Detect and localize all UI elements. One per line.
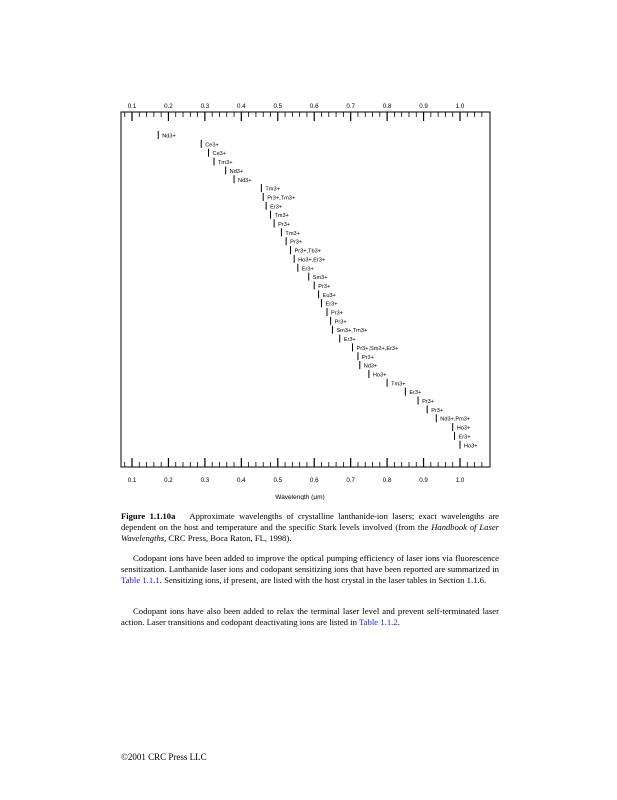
caption-text-end: , CRC Press, Boca Raton, FL, 1998). [164, 533, 292, 543]
laser-line-mark [322, 299, 338, 308]
axis-tick-labels [128, 103, 465, 484]
ion-label: Er3+ [409, 390, 422, 397]
ion-label: Sm3+,Tm3+ [336, 328, 368, 335]
figure-label: Figure 1.1.10a [121, 511, 176, 521]
ion-label: Nd3+,Pm3+ [440, 416, 471, 423]
paragraph-sensitization [121, 553, 499, 587]
caption-text: Approximate wavelengths of crystalline lanthanide-ion lasers; exact wavelengths are dependent on the host and temperature and the specific Stark levels involved (from the [121, 511, 499, 532]
ion-label: Pr3+,Tb3+ [294, 248, 321, 255]
laser-line-mark [358, 352, 374, 361]
ion-label: Nd3+ [162, 133, 176, 140]
laser-line-mark [460, 441, 478, 450]
laser-line-mark [453, 423, 471, 432]
tick-label-top: 0.8 [382, 103, 392, 110]
tick-label-bottom: 0.8 [382, 477, 392, 484]
paragraph-text: Codopant ions have been added to improve the optical pumping efficiency of laser ions via fluorescence sensitization. Lanthanide laser ions and codopant sensitizing ions that have been reported are summarized in [121, 553, 499, 575]
laser-line-mark [298, 264, 314, 273]
ion-label: Ce3+ [212, 151, 227, 158]
laser-line-mark [234, 175, 252, 184]
ion-label: Ce3+ [205, 142, 219, 149]
laser-line-mark [226, 166, 244, 175]
x-axis-label: Wavelength (μm) [275, 494, 325, 500]
ion-label: Pr3+ [330, 310, 343, 317]
laser-line-mark [274, 220, 290, 229]
tick-label-top: 0.3 [200, 103, 210, 110]
laser-line-mark [314, 281, 330, 290]
ion-label: Er3+ [270, 204, 283, 211]
ion-label: Eu3+ [322, 292, 336, 299]
paragraph-text-end: . Sensitizing ions, if present, are listed with the host crystal in the laser tables in Section 1.1.6. [159, 575, 487, 586]
ion-label: Tm3+ [285, 230, 300, 237]
paragraph-text: Codopant ions have also been added to relax the terminal laser level and prevent self-terminated laser action. Laser transitions and codopant deactivating ions are listed in [121, 606, 499, 628]
tick-label-top: 0.1 [127, 103, 137, 110]
tick-label-bottom: 0.2 [164, 477, 173, 484]
tick-label-bottom: 0.1 [127, 477, 137, 484]
ion-label: Pr3+,Sm2+,Er3+ [356, 345, 399, 352]
ion-label: Nd3+ [363, 363, 378, 370]
laser-line-mark [291, 246, 321, 255]
laser-line-mark [266, 202, 282, 211]
laser-line-mark [319, 290, 336, 299]
laser-line-mark [201, 140, 219, 149]
tick-label-top: 0.2 [164, 103, 173, 110]
laser-line-mark [294, 255, 325, 264]
tick-label-top: 0.5 [273, 103, 283, 110]
ion-label: Nd3+ [238, 177, 252, 184]
tick-label-bottom: 0.5 [273, 477, 283, 484]
ion-label: Er3+ [458, 434, 471, 441]
ion-label: Pr3+ [318, 283, 331, 290]
laser-line-mark [340, 335, 356, 344]
tick-label-top: 0.6 [309, 103, 319, 110]
laser-line-mark [352, 343, 398, 352]
ion-label: Ho3+ [464, 443, 478, 450]
ion-label: Pr3+ [422, 399, 435, 405]
laser-line-marks [158, 131, 477, 449]
tick-label-bottom: 0.7 [346, 477, 355, 484]
laser-line-mark [327, 308, 343, 317]
tick-label-top: 0.4 [237, 103, 246, 110]
tick-label-bottom: 0.6 [309, 477, 319, 484]
laser-line-mark [369, 370, 387, 379]
laser-line-mark [209, 149, 227, 158]
paragraph-deactivation [121, 606, 499, 628]
laser-line-mark [331, 317, 347, 326]
laser-line-mark [455, 432, 471, 441]
ion-label: Er3+ [301, 266, 314, 273]
ion-label: Pr3+ [334, 319, 347, 326]
laser-line-mark [261, 184, 279, 193]
ion-label: Tm3+ [265, 186, 280, 193]
axis-ticks [125, 112, 482, 467]
ion-label: Tm3+ [274, 213, 289, 220]
laser-line-mark [418, 397, 434, 406]
ion-label: Nd3+ [229, 168, 244, 175]
ion-label: Ho3+ [372, 372, 387, 379]
tick-label-bottom: 0.3 [200, 477, 210, 484]
ion-label: Pr3+,Tm3+ [267, 195, 296, 202]
ion-label: Pr3+ [290, 239, 303, 246]
ion-label: Tm3+ [218, 160, 233, 167]
laser-line-mark [387, 379, 405, 388]
caption-book-title: Handbook of Laser Wavelengths [121, 522, 499, 543]
ion-label: Er3+ [325, 301, 338, 308]
table-1-1-2-link[interactable]: Table 1.1.2 [358, 617, 398, 628]
tick-label-top: 1.0 [455, 103, 465, 110]
laser-line-mark [332, 326, 367, 335]
laser-line-mark [427, 405, 443, 414]
ion-label: Sm3+ [312, 275, 328, 282]
ion-label: Er3+ [343, 337, 356, 344]
laser-line-mark [405, 388, 421, 397]
table-1-1-1-link[interactable]: Table 1.1.1 [121, 575, 160, 586]
ion-label: Pr3+ [431, 407, 444, 414]
copyright-footer: ©2001 CRC Press LLC [121, 752, 207, 762]
ion-label: Pr3+ [278, 222, 291, 228]
ion-label: Ho3+ [456, 425, 471, 432]
laser-line-mark [360, 361, 378, 370]
laser-line-mark [286, 237, 302, 246]
paragraph-text-end: . [397, 617, 400, 628]
ion-label: Pr3+ [361, 354, 374, 361]
laser-line-mark [158, 131, 176, 140]
laser-line-mark [436, 414, 470, 423]
laser-line-mark [263, 193, 295, 202]
tick-label-top: 0.7 [346, 103, 355, 110]
tick-label-top: 0.9 [419, 103, 428, 110]
laser-line-mark [309, 273, 328, 282]
tick-label-bottom: 0.9 [419, 477, 428, 484]
tick-label-bottom: 1.0 [455, 477, 465, 484]
tick-label-bottom: 0.4 [237, 477, 246, 484]
laser-line-mark [270, 211, 288, 220]
laser-line-mark [214, 158, 232, 167]
ion-label: Tm3+ [391, 381, 406, 388]
figure-caption [121, 511, 499, 544]
laser-line-mark [281, 228, 299, 237]
ion-label: Ho3+,Er3+ [298, 257, 326, 264]
